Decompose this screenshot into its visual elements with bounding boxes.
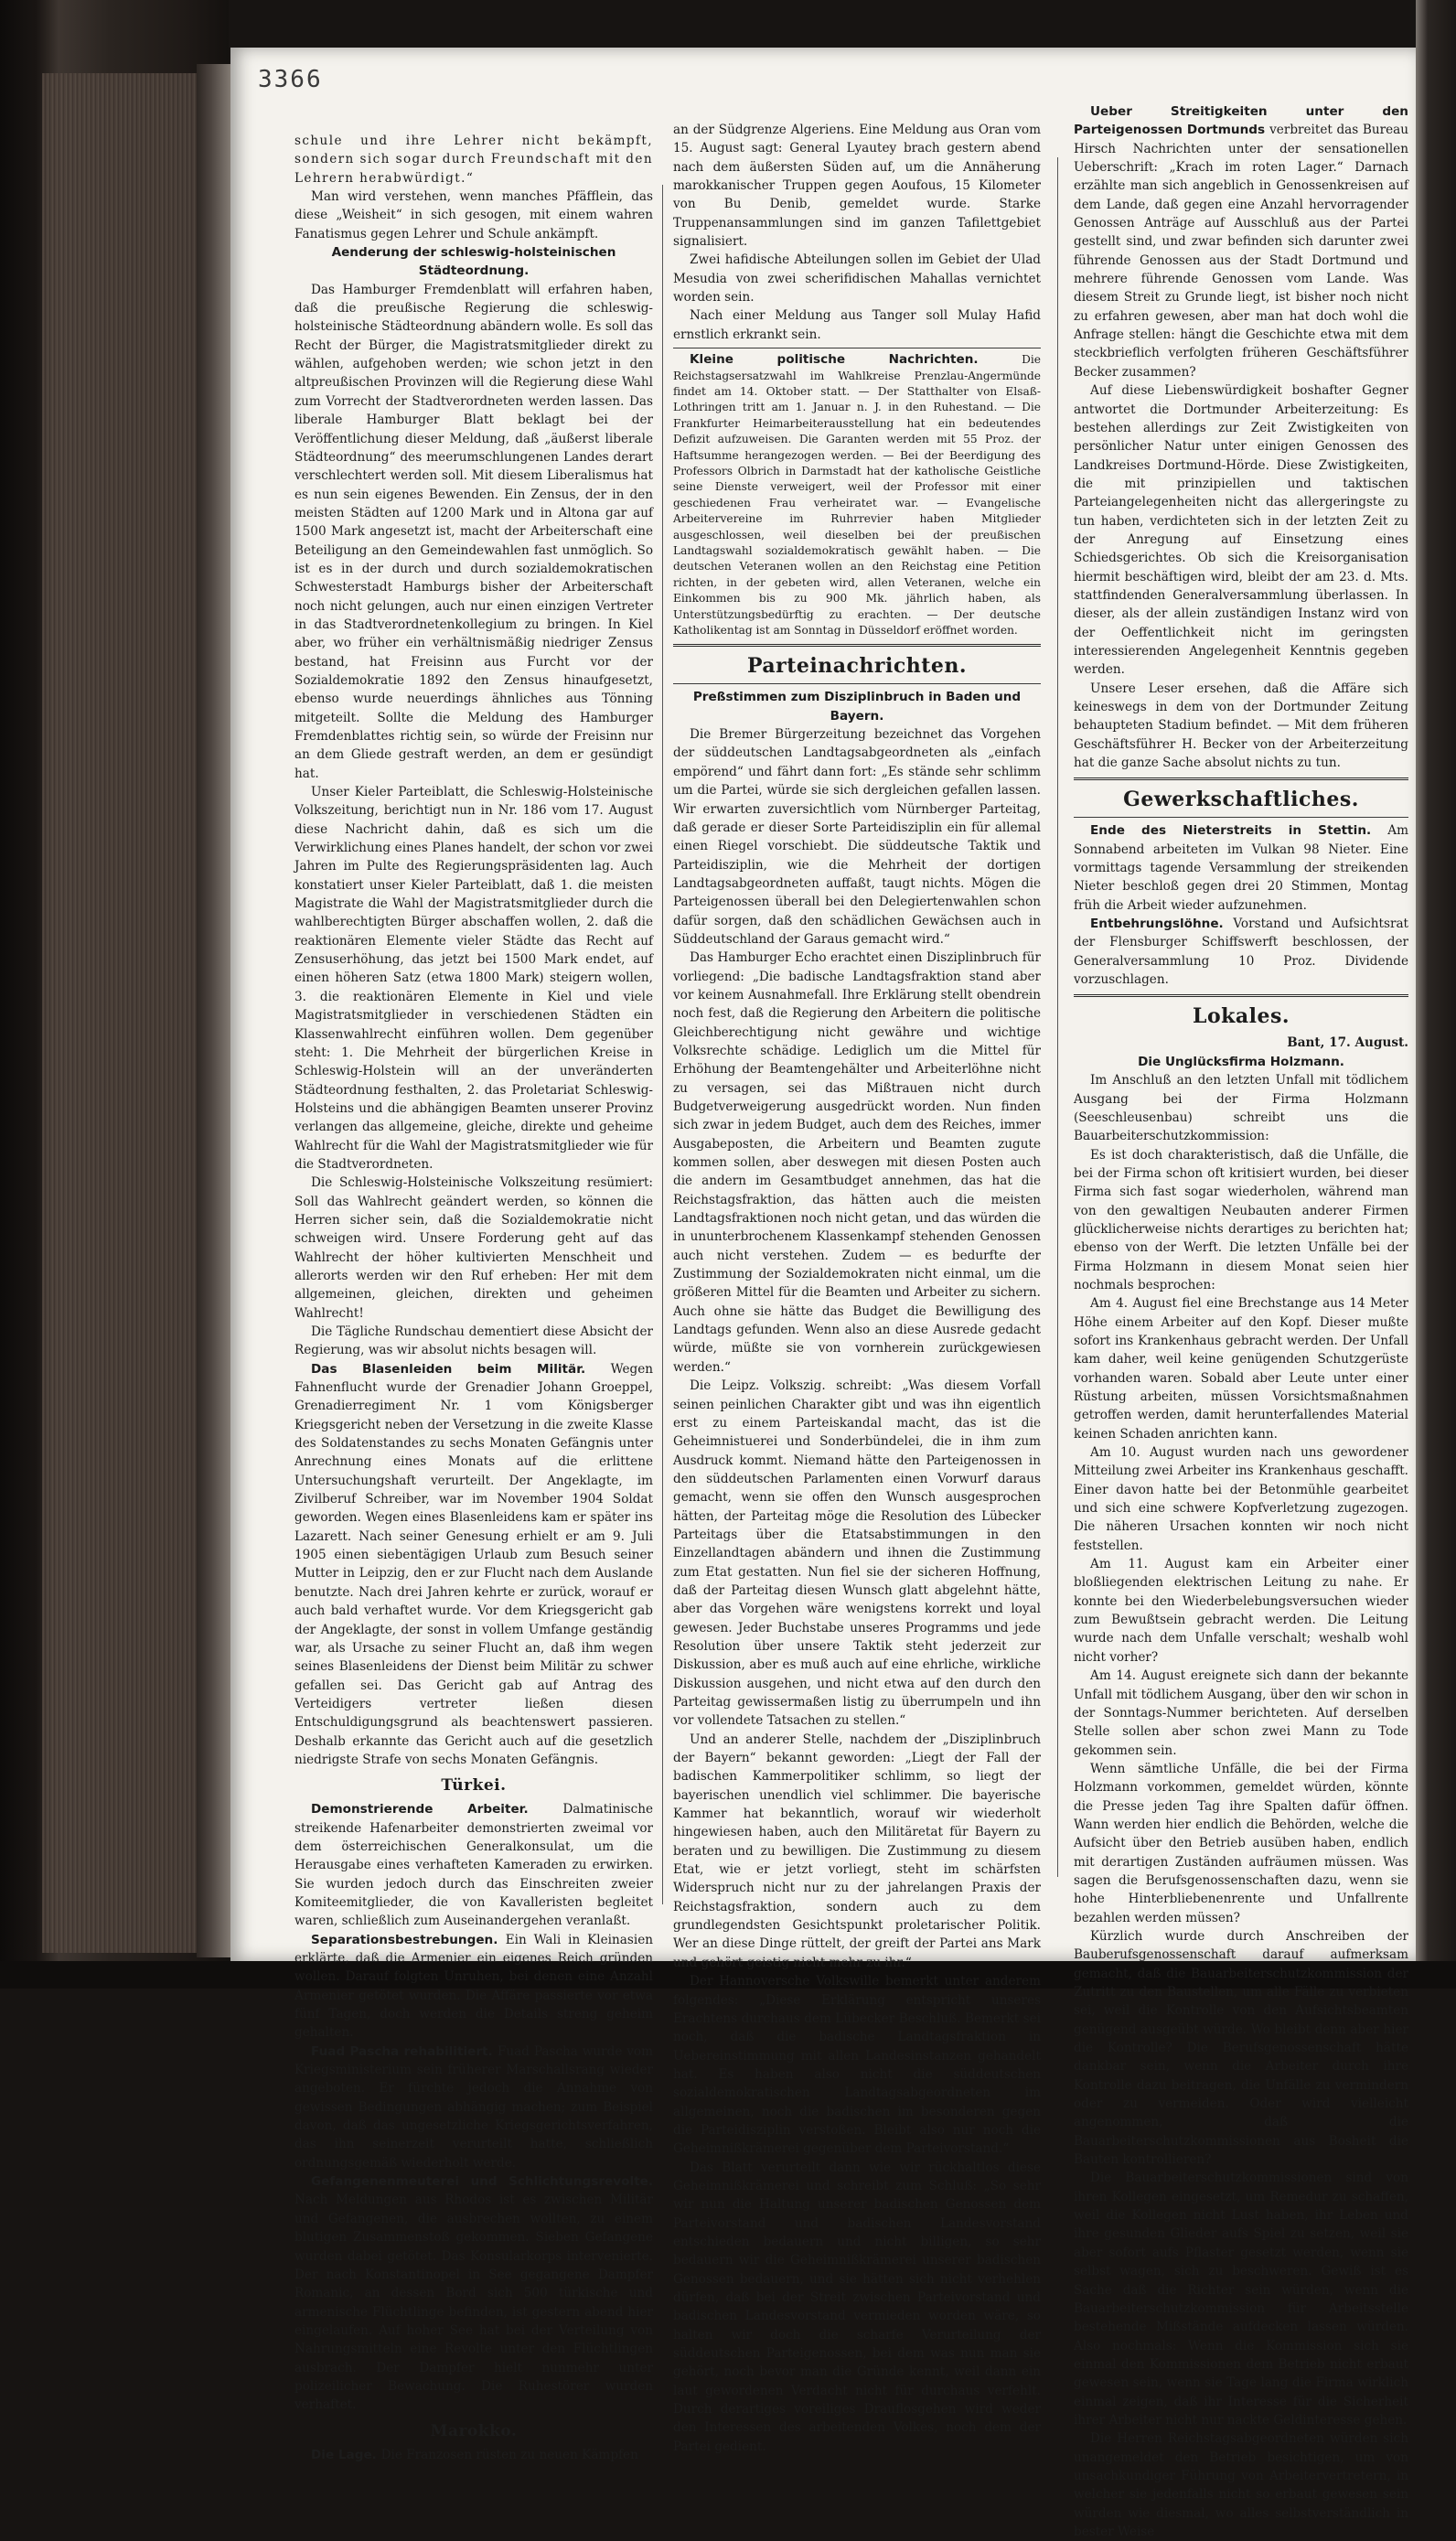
book-edge	[42, 73, 198, 1953]
column-3	[1074, 102, 1409, 2539]
column-1	[294, 132, 654, 2462]
page-number: 3366	[258, 66, 323, 93]
article-paragraph: Unsere Leser ersehen, daß die Affäre sich keineswegs in dem von der Dortmunder Zeitung behaupteten Stadium befindet. — Mit dem früheren Geschäftsführer H. Becker von der Arbeiterzeitung hat die ganze Sache absolut nichts zu tun.	[1074, 681, 1408, 771]
article-paragraph: Die Bremer Bürgerzeitung bezeichnet das Vorgehen der süddeutschen Landtagsabgeordneten als „einfach empörend“ und fährt dann fort: „Es stände sehr schlimm um die Partei, würde sie sich dergleichen gefallen lassen. Wir erwarten zuversichtlich vom Nürnberger Parteitag, daß gerade er dieser Sorte Parteidisziplin ein für allemal einen Riegel vorschiebt. Die süddeutsche Taktik und Parteidisziplin, wie die Mehrheit der dortigen Landtagsabgeordneten auffaßt, taugt nichts. Mögen die Parteigenossen überall bei den Delegiertenwahlen schon dafür sorgen, daß den schädlichen Gewächsen auch in Süddeutschland der Garaus gemacht wird.“	[673, 727, 1041, 947]
article-paragraph: Und an anderer Stelle, nachdem der „Disziplinbruch der Bayern“ bekannt geworden: „Liegt der Fall der badischen Kammerpolitiker schlimm, so liegt der bayerischen unendlich viel schlimmer. Die bayerische Kammer hat bekanntlich, worauf wir wiederholt hingewiesen haben, auch den Militäretat für Bayern zu beraten und zu bewilligen. Die Zustimmung zu diesem Etat, wie er jetzt vorliegt, steht im schärfsten Widerspruch nicht nur zu der jahrelangen Praxis der Reichstagsfraktion, sondern auch zu dem grundlegendsten Gesichtspunkt proletarischer Politik. Wer an diese Dinge rüttelt, der greift der Partei ans Mark und gehört geistig nicht mehr zu ihr.“	[673, 1732, 1041, 1970]
divider	[1074, 994, 1408, 997]
article-paragraph: Das Blatt verurteilt dann wie wir rückhaltlos diese Geheimnißkrämerei und schreibt zum Schluß: „So sehr wir nun die Haltung unserer badischen Genossen dem Parteivorstand und badischen Landesvorstand entschieden bedauern und nicht billigen, so sehr bedauern wir die Geheimnißkrämerei unserer badischen Genossen bedauern, und sie hätten sich nicht verhehlen dürfen, daß bei der Streit zwischen Parteivorstand und badischen Landesvorstand vermieden worden wäre, so halten wir doch die scharfe Verurteilung der süddeutschen Parteigenossen, bei dem was nun man sie gehört, noch bevor man die Gründe kennt, weil dann ein laut gewordenen Verdacht nicht für durchaus verfehlt. Durch derartiges voreiliges Drauflosgehen wird weder den Interessen des arbeitenden Volkes, noch dem der Partei gedient.	[673, 2160, 1041, 2454]
article-paragraph: Ein Wali in Kleinasien erklärte, daß die Armenier ein eigenes Reich gründen wollen. Darauf folgten Unruhen, bei denen eine Anzahl Armenier getötet wurden. Die Affäre passierte vor etwa fünf Tagen, doch werden die Details streng geheim gehalten.	[294, 1932, 654, 2041]
article-heading: Aenderung der schleswig-holsteinischen Städteordnung.	[331, 245, 616, 279]
article-paragraph: Am Sonnabend arbeiteten im Vulkan 98 Nieter. Eine vormittags tagende Versammlung der streikenden Nieter beschloß gegen drei 20 Stimmen, Montag früh die Arbeit wieder aufzunehmen.	[1074, 823, 1408, 913]
article-heading: Preßstimmen zum Disziplinbruch in Baden und Bayern.	[692, 690, 1022, 724]
article-paragraph: Die Reichstagsersatzwahl im Wahlkreise Prenzlau-Angermünde findet am 14. Oktober statt. — Der Statthalter von Elsaß-Lothringen tritt am 1. Januar n. J. in den Ruhestand. — Die Frankfurter Heimarbeiterausstellung hat ein bedeutendes Defizit aufzuweisen. Die Garanten werden mit 55 Proz. der Haftsumme herangezogen werden. — Bei der Beerdigung des Professors Olbrich in Darmstadt hat der katholische Geistliche seine Dienste verweigert, weil der Professor mit einer geschiedenen Frau verheiratet war. — Evangelische Arbeitervereine im Ruhrrevier haben Mitglieder ausgeschlossen, weil dieselben bei der preußischen Landtagswahl sozialdemokratisch gewählt haben. — Die deutschen Veteranen wollen an den Reichstag eine Petition richten, in der gebeten wird, allen Veteranen, welche ein Einkommen bis zu 900 Mk. jährlich haben, als Unterstützungsbedürftig zu erachten. — Der deutsche Katholikentag ist am Sonntag in Düsseldorf eröffnet worden.	[673, 353, 1041, 638]
column-divider	[662, 185, 663, 1904]
article-paragraph: Am 11. August kam ein Arbeiter einer bloßliegenden elektrischen Leitung zu nahe. Er konnte bei den Wiederbelebungsversuchen wieder zum Bewußtsein gebracht werden. Die Leitung wurde nach dem Unfalle verschalt; weshalb wohl nicht vorher?	[1074, 1557, 1408, 1665]
article-paragraph: Das Hamburger Echo erachtet einen Disziplinbruch für vorliegend: „Die badische Landtagsfraktion stand aber vor keinem Ausnahmefall. Ihre Erklärung stellt obendrein noch fest, daß die Regierung den Arbeitern die politische Gleichberechtigung nicht gewähre und wichtige Volksrechte schädige. Lediglich um die Mittel für Erhöhung der Beamtengehälter und Arbeiterlöhne nicht zu versagen, sei das Mißtrauen nicht durch Budgetverweigerung ausgedrückt worden. Nun finden sich zwar in jedem Budget, auch dem des Reiches, immer Ausgabeposten, die Arbeitern und Beamten zugute kommen sollen, aber deswegen mit diesen Posten auch die andern im Gesamtbudget annehmen, das hat die Reichstagsfraktion, das hätten auch die meisten Landtagsfraktionen noch nicht getan, und das würden die in ununterbrochenem Klassenkampf stehenden Genossen auch nicht verstehen. Zudem — es bedurfte der Zustimmung der Sozialdemokraten nicht einmal, um die größeren Mittel für die Beamten und Arbeiter zu sichern. Auch ohne sie hätte das Budget die Bewilligung des Landtags gefunden. Wenn also an diese Ausrede gedacht würde, müßte sie von vornherein zurückgewiesen werden.“	[673, 950, 1041, 1375]
article-paragraph: Am 4. August fiel eine Brechstange aus 14 Meter Höhe einem Arbeiter auf den Kopf. Dieser mußte sofort ins Krankenhaus gebracht werden. Der Unfall kam daher, weil keine genügenden Schutzgerüste vorhanden waren. Sobald aber Leute unter einer Rüstung arbeiten, müssen Vorsichtsmaßnahmen getroffen werden, damit herunterfallendes Material keinen Schaden anrichten kann.	[1074, 1296, 1408, 1442]
section-title: Gewerkschaftliches.	[1123, 788, 1359, 812]
article-paragraph: Im Anschluß an den letzten Unfall mit tödlichem Ausgang bei der Firma Holzmann (Seeschleusenbau) schreibt uns die Bauarbeiterschutzkommission:	[1074, 1073, 1408, 1144]
article-heading: Die Unglücksfirma Holzmann.	[1138, 1054, 1344, 1069]
article-paragraph: Die Tägliche Rundschau dementiert diese Absicht der Regierung, was wir absolut nichts besagen will.	[294, 1324, 653, 1358]
article-heading: Kleine politische Nachrichten.	[690, 352, 979, 368]
article-heading: Demonstrierende Arbeiter.	[311, 1802, 529, 1817]
divider	[1074, 777, 1408, 780]
divider	[673, 683, 1041, 684]
article-paragraph: Am 10. August wurden nach uns gewordener Mitteilung zwei Arbeiter ins Krankenhaus geschafft. Einer davon hatte bei der Betonmühle gearbeitet und sich eine schwere Kopfverletzung zugezogen. Die näheren Ursachen konnten wir noch nicht feststellen.	[1074, 1445, 1408, 1553]
article-paragraph: Dalmatinische streikende Hafenarbeiter demonstrierten zweimal vor dem österreichischen Generalkonsulat, um die Herausgabe eines verhafteten Kameraden zu erwirken. Sie wurden jedoch durch das Einschreiten zweier Komiteemitglieder, die von Kavalleristen begleitet waren, schließlich zum Auseinandergehen veranlaßt.	[294, 1802, 654, 1929]
article-paragraph: Auf diese Liebenswürdigkeit boshafter Gegner antwortet die Dortmunder Arbeiterzeitung: Es bestehen allerdings zur Zeit Zwistigkeiten von persönlicher Natur unter einigen Genossen des Landkreises Dortmund-Hörde. Diese Zwistigkeiten, die mit prinzipiellen und taktischen Parteiangelegenheiten nicht das allergeringste zu tun haben, verdichteten sich in der letzten Zeit zu der Anregung auf Einsetzung eines Schiedsgerichtes. Ob sich die Kreisorganisation hiermit beschäftigen wird, bleibt der am 23. d. Mts. stattfindenden Generalversammlung überlassen. In dieser, als der allein zuständigen Instanz wird von der Oeffentlichkeit nicht im geringsten interessierenden Angelegenheit Kenntnis gegeben werden.	[1074, 383, 1408, 678]
article-paragraph: Wenn sämtliche Unfälle, die bei der Firma Holzmann vorkommen, gemeldet würden, könnte die Presse jeden Tag ihre Spalten dafür öffnen. Wann werden hier endlich die Behörden, welche die Aufsicht über den Betrieb ausüben haben, endlich mit derartigen Zuständen aufräumen müssen. Was sagen die Berufsgenossenschaften dazu, wenn sie hohe Hinterbliebenenrente und Unfallrente bezahlen werden müssen?	[1074, 1761, 1408, 1925]
article-heading: Fuad Pascha rehabilitiert.	[311, 2043, 493, 2059]
article-paragraph: Die Herren Reichstagsabgeordneten würden sich unangemeldet den Betrieb besichtigen, um von unsachkundiger Führung von Arbeitervertretern, in welcher sie jedenfalls nicht so erbaut gewesen sein würden wie diesmal, wo alles selbstverständlich in bester Weise	[1074, 2431, 1408, 2539]
article-paragraph: Wegen Fahnenflucht wurde der Grenadier Johann Groeppel, Grenadierregiment Nr. 1 vom Königsberger Kriegsgericht neben der Versetzung in die zweite Klasse des Soldatenstandes zu sechs Monaten Gefängnis unter Anrechnung eines Monats auf die erlittene Untersuchungshaft verurteilt. Der Angeklagte, im Zivilberuf Schreiber, war im November 1904 Soldat geworden. Wegen eines Blasenleidens kam er später ins Lazarett. Nach seiner Genesung erhielt er am 9. Juli 1905 einen siebentägigen Urlaub zum Besuch seiner Mutter in Leipzig, den er zur Flucht nach dem Auslande benutzte. Nach drei Jahren kehrte er zurück, worauf er auch bald verhaftet wurde. Vor dem Kriegsgericht gab der Angeklagte, der sonst in vollem Umfange geständig war, als Ursache zu seiner Flucht an, daß ihm wegen seines Blasenleidens der Dienst beim Militär zu schwer gefallen sei. Das Gericht gab auf Antrag des Verteidigers vertreter ließen diesen Entschuldigungsgrund als beachtenswert passieren. Deshalb erkannte das Gericht auch auf die gesetzlich niedrigste Strafe von sechs Monaten Gefängnis.	[294, 1361, 653, 1767]
article-paragraph: Die Bauarbeiterschutzkommissionen sind von ihren Kollegen eingesetzt, um Remedur zu schaffen, weil die Kollegen nicht Lust haben, ihr Leben und ihre gesunden Glieder aufs Spiel zu setzen, weil sie aber sofort aufs Pflaster gesetzt werden, wenn sie selbst wagen, sich zu beschweren. Gewiß ist es Sache daß die Richter sein würden, wenn die Bauarbeiterschutzkommission für Arbeitsstelle bestehende Mißstände aufdecken lassen würden. Also nochmals: Wenn die Kommission sich sie einmal den Kommissionen dem Betrieb nicht erbaut gewesen sein, wenn sie Tage lang die Firma wirklich einmal zeigen, daß ihr Interesse für die Sicherheit ihrer Arbeiter nicht nur nackte Geldinteresse gehen.	[1074, 2171, 1408, 2428]
article-heading: Gefangenenmeuterei und Schlichtungsrevolte.	[311, 2174, 653, 2190]
section-title: Türkei.	[441, 1776, 507, 1796]
dateline: Bant, 17. August.	[1287, 1035, 1408, 1051]
column-2	[673, 121, 1041, 2454]
article-paragraph: Zwei hafidische Abteilungen sollen im Gebiet der Ulad Mesudia von zwei scherifidischen Mahallas vernichtet worden sein.	[673, 252, 1041, 306]
article-paragraph: an der Südgrenze Algeriens. Eine Meldung aus Oran vom 15. August sagt: General Lyautey brach gestern abend nach dem äußersten Süden auf, um die Annäherung marokkanischer Truppen gegen Aoufous, 15 Kilometer von Bu Denib, gemeldet wurde. Starke Truppenansammlungen sind im ganzen Tafilettgebiet signalisiert.	[673, 123, 1041, 250]
article-paragraph: Nach einer Meldung aus Tanger soll Mulay Hafid ernstlich erkrankt sein.	[673, 308, 1041, 342]
book-gutter	[197, 64, 233, 1957]
article-paragraph: Man wird verstehen, wenn manches Pfäfflein, das diese „Weisheit“ in sich gesogen, mit einem wahren Fanatismus gegen Lehrer und Schule ankämpft.	[294, 189, 653, 241]
article-heading: Die Lage.	[311, 2447, 377, 2462]
article-paragraph: Nach Meldungen aus Rhodos ist es zwischen Militär und Gefangenen, die ausbrechen wollten, zu einem blutigen Zusammenstoß gekommen. Sieben Gefangene wurden dabei getötet. Das Konsularkorps intervenierte. Der nach Konstantinopel in See gegangene Dampfer Romanic, an dessen Bord sich 500 türkische und armenische Flüchtlinge befinden, ist gestern abend hier eingelaufen. Auf hoher See hat bei der Verteilung von Nahrungsmitteln eine Revolte unter den Flüchtlingen ausbrach. Der Dampfer hielt nunmehr unter polizeilicher Bewachung. Die Ruhestörer wurden verhaftet.	[294, 2193, 653, 2413]
article-paragraph: Die Leipz. Volkszig. schreibt: „Was diesem Vorfall seinen peinlichen Charakter gibt und was ihn eigentlich erst zu einem Parteiskandal macht, das ist die Geheimnistuerei und Sonderbündelei, die in ihm zum Ausdruck kommt. Niemand hätte den Parteigenossen in den süddeutschen Parlamenten einen Vorwurf daraus gemacht, wenn sie offen den Wunsch ausgesprochen hätten, der Parteitag möge die Resolution des Lübecker Parteitags über die Etatsabstimmungen in den Einzellandtagen abändern und ihnen die Zustimmung zum Etat gestatten. Nun fiel sie der sicheren Hoffnung, daß der Parteitag diesen Wunsch glatt abgelehnt hätte, aber das Vorgehen wäre wenigstens korrekt und loyal gewesen. Jeder Buchstabe unseres Programms und jede Resolution über unsere Taktik steht jederzeit zur Diskussion, aber es muß auch auf eine ehrliche, wirkliche Diskussion ausgehen, und nicht etwa auf den durch den Parteitag gewissermaßen listig zu überrumpeln und ihn vor vollendete Tatsachen zu stellen.“	[673, 1378, 1041, 1729]
article-paragraph: Der Hannoversche Volkswille bemerkt unter anderem folgendes: „Diese Erklärung entspricht unseres Erachtens durchaus dem Lübecker Beschluß. Bemerkt sei noch, daß die badische Landtagsfraktion in Uebereinstimmung mit allen Landesinstanzen gehandelt hat. Es haben also nicht die süddeutschen sozialdemokratischen Landtagsabgeordneten im allgemeinen, noch die badischen im besonderen gegen die Parteidisziplin verstoßen. Bleibt also nur noch die Geheimnißkrämerei gegenüber dem Parteivorstand.“	[673, 1974, 1041, 2157]
article-paragraph: Fuad Pascha wurde vom Kriegsministerium sein früherer Marschallsrang wieder angeboten. Er fürchte jedoch die Annahme von gewissen Bedingungen abhängig machen; zum Beispiel davon, daß das ungesetzliche Kriegsgerichtsverfahren, das ihn seinerzeit verurteilt hatte, schließlich ordnungsgemäß wiederholt werde.	[294, 2043, 654, 2171]
article-paragraph: Am 14. August ereignete sich dann der bekannte Unfall mit tödlichem Ausgang, über den wir schon in der Sonntags-Nummer berichteten. Auf derselben Stelle sollen aber schon zwei Mann zu Tode gekommen sein.	[1074, 1668, 1408, 1758]
section-title: Parteinachrichten.	[746, 654, 968, 679]
divider	[673, 644, 1041, 647]
article-paragraph: Die Schleswig-Holsteinische Volkszeitung resümiert: Soll das Wahlrecht geändert werden, so können die Herren sicher sein, daß die Sozialdemokratie nicht schweigen wird. Unsere Forderung geht auf das Wahlrecht der höher kultivierten Menschheit und allerorts werden wir den Ruf erheben: Her mit dem allgemeinen, gleichen, direkten und geheimen Wahlrecht!	[294, 1175, 653, 1321]
section-title: Marokko.	[430, 2421, 518, 2440]
divider	[1074, 817, 1408, 818]
newspaper-page	[230, 48, 1416, 2539]
article-paragraph: Das Hamburger Fremdenblatt will erfahren haben, daß die preußische Regierung die schleswig-holsteinische Städteordnung abändern wolle. Es soll das Recht der Bürger, die Magistratsmitglieder direkt zu wählen, aufgehoben werden; wie schon jetzt in den altpreußischen Provinzen will die Regierung diese Wahl zum Vorrecht der Stadtverordneten werden lassen. Das liberale Hamburger Blatt beklagt bei der Veröffentlichung dieser Meldung, daß „äußerst liberale Städteordnung“ des meerumschlungenen Landes derart verschlechtert werden soll. Mit diesem Liberalismus hat es nun sein eigenes Bewenden. Ein Zensus, der in den meisten Städten auf 1200 Mark und in Altona gar auf 1500 Mark angesetzt ist, macht der Arbeiterschaft eine Beteiligung an den Gemeindewahlen fast unmöglich. So ist es in der durch und durch sozialdemokratischen Schwesterstadt Hamburgs bisher der Arbeiterschaft noch nicht gelungen, auch nur einen einzigen Vertreter in das Stadtverordnetenkollegium zu bringen. In Kiel aber, wo früher ein verhältnismäßig niedriger Zensus bestand, hat Freisinn aus Furcht vor der Sozialdemokratie 1892 den Zensus hinaufgesetzt, ebenso wurde neuerdings ähnliches aus Tönning mitgeteilt. Sollte die Meldung des Hamburger Fremdenblattes richtig sein, so würde der Freisinn nur an dem Gliede gestraft werden, an dem er gesündigt hat.	[294, 282, 653, 781]
article-heading: Entbehrungslöhne.	[1090, 917, 1224, 932]
article-paragraph: Vorstand und Aufsichtsrat der Flensburger Schiffswerft beschlossen, der Generalversammlung 10 Proz. Dividende vorzuschlagen.	[1074, 917, 1409, 988]
column-divider	[1057, 157, 1058, 1877]
section-title: Lokales.	[1192, 1004, 1290, 1029]
scanner-background-right	[1416, 0, 1456, 1989]
article-heading: Das Blasenleiden beim Militär.	[311, 1361, 586, 1377]
article-heading: Ueber Streitigkeiten unter den Parteigenossen Dortmunds	[1074, 104, 1408, 138]
article-paragraph: Unser Kieler Parteiblatt, die Schleswig-Holsteinische Volkszeitung, berichtigt nun in Nr. 186 vom 17. August diese Nachricht dahin, daß es sich um die Verwirklichung eines Planes handelt, der schon vor zwei Jahren im Pulte des Regierungspräsidenten lag. Auch konstatiert unser Kieler Parteiblatt, daß 1. die meisten Magistrate die Wahl der Magistratsmitglieder durch die wahlberechtigten Bürger abschaffen wollen, 2. daß die reaktionären Elemente vieler Städte das Recht auf Zensuserhöhung, das jetzt bei 1500 Mark endet, auf einen höheren Satz (etwa 1800 Mark) steigern wollen, 3. die reaktionären Elemente in Kiel und viele Magistratsmitglieder in verschiedenen Städten ein Klassenwahlrecht einführen wollen. Dem gegenüber steht: 1. Die Mehrheit der bürgerlichen Kreise in Schleswig-Holstein will an der unveränderten Städteordnung festhalten, 2. das Proletariat Schleswig-Holsteins und die abhängigen Beamten unserer Provinz verlangen das allgemeine, gleiche, direkte und geheime Wahlrecht für die Wahl der Magistratsmitglieder wie für die Stadtverordneten.	[294, 785, 653, 1172]
article-paragraph: schule und ihre Lehrer nicht bekämpft, sondern sich sogar durch Freundschaft mit den Lehrern herabwürdigt.“	[294, 134, 653, 186]
article-paragraph: Kürzlich wurde durch Anschreiben der Bauberufsgenossenschaft darauf aufmerksam gemacht, daß die Bauarbeiterschutzkommission der Zutritt zu den Baustellen, um alle Fälle zu verbieten sei, weil die Kontrolle von den Aufsichtsbeamten genügend ausgeübt würde. Wo bleibt denn aber hier die Kontrolle? Die Berufsgenossenschaft hätte dankbar sein, wenn die Arbeiter durch ihre Kontrolle dazu beitragen, die Unfälle zu vermindern oder zu vermeiden. Oder wird vielleicht angenommen, daß die Bauarbeiterschutzkommissionen aus Bosheit die Bauten kontrollieren?	[1074, 1928, 1408, 2168]
article-heading: Separationsbestrebungen.	[311, 1932, 498, 1947]
article-paragraph: verbreitet das Bureau Hirsch Nachrichten unter der sensationellen Ueberschrift: „Krach im roten Lager.“ Darnach erzählte man sich angeblich in Genossenkreisen auf dem Lande, daß gegen eine Anzahl hervorragender Genossen Anträge auf Ausschluß aus der Partei gestellt sind, und zwar befinden sich darunter zwei führende Genossen aus der Stadt Dortmund und mehrere führende Genossen vom Lande. Was diesem Streit zu Grunde liegt, ist bisher noch nicht zu erfahren gewesen, aber man hat doch wohl die Anfrage stellen: hängt die Geschichte etwa mit dem steckbrieflich verfolgten früheren Geschäftsführer Becker zusammen?	[1074, 123, 1408, 380]
article-heading: Ende des Nieterstreits in Stettin.	[1090, 823, 1372, 839]
article-paragraph: Es ist doch charakteristisch, daß die Unfälle, die bei der Firma schon oft kritisiert wurden, bei dieser Firma sich fast sogar wiederholen, während man von den gewaltigen Neubauten anderer Firmen glücklicherweise nichts derartiges zu berichten hat; ebenso von der Werft. Die letzten Unfälle bei der Firma Holzmann in diesem Monat seien hier nochmals besprochen:	[1074, 1147, 1408, 1292]
article-paragraph: Die Franzosen rüsten zu neuen Kämpfen	[380, 2447, 638, 2462]
